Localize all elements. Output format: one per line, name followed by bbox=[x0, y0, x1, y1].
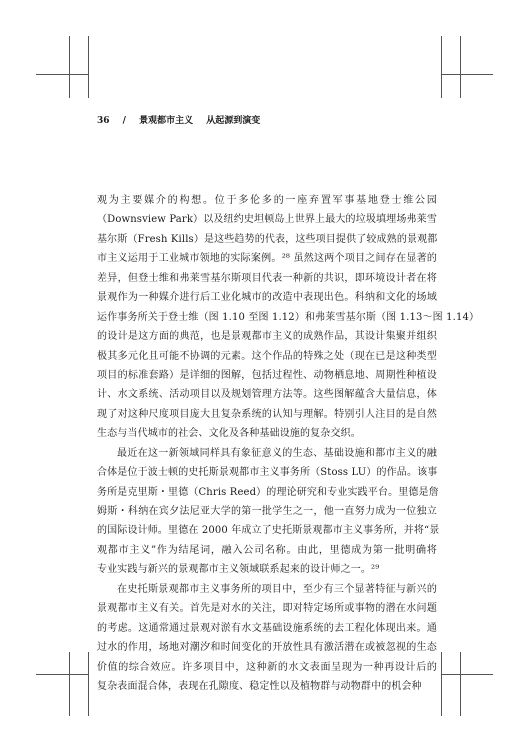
text-line: 过水的作用，场地对潮汐和时间变化的开放性具有激活潜在或被忽视的生态 bbox=[97, 642, 437, 654]
text-line: 运作事务所关于登士维（图 1.10 至图 1.12）和弗莱雪基尔斯（图 1.13～图 1.14） bbox=[97, 311, 480, 323]
crop-mark bbox=[441, 652, 442, 716]
text-line: 务所是克里斯・里德（Chris Reed）的理论研究和专业实践平台。里德是詹 bbox=[97, 486, 439, 498]
text-line: 景观作为一种媒介进行后工业化城市的改造中表现出色。科纳和文化的场域 bbox=[97, 292, 437, 304]
text-line: （Downsview Park）以及纽约史坦顿岛上世界上最大的垃圾填埋场弗莱雪 bbox=[97, 214, 437, 226]
paragraph bbox=[97, 444, 440, 580]
paragraph bbox=[97, 580, 437, 697]
text-line: 的考虑。这通常通过景观对淤有水文基础设施系统的去工程化体现出来。通 bbox=[97, 622, 437, 634]
running-header bbox=[97, 113, 427, 129]
crop-mark bbox=[441, 74, 493, 75]
crop-mark bbox=[88, 652, 89, 716]
text-line: 极其多元化且可能不协调的元素。这个作品的特殊之处（现在已是这种类型 bbox=[97, 350, 437, 362]
text-line: 最近在这一新领域同样具有象征意义的生态、基础设施和都市主义的融 bbox=[117, 447, 437, 459]
crop-mark bbox=[36, 74, 88, 75]
book-title: 景观都市主义 bbox=[139, 116, 194, 126]
text-line: 现了对这种尺度项目庞大且复杂系统的认知与理解。特别引人注目的是自然 bbox=[97, 408, 437, 420]
crop-mark bbox=[460, 652, 461, 716]
crop-mark bbox=[441, 36, 442, 98]
text-line: 价值的综合效应。许多项目中，这种新的水文表面呈现为一种再设计后的 bbox=[97, 661, 437, 673]
crop-mark bbox=[69, 652, 70, 716]
text-line: 复杂表面混合体，表现在孔隙度、稳定性以及植物群与动物群中的机会种 bbox=[97, 680, 422, 692]
text-line: 在史托斯景观都市主义事务所的项目中，至少有三个显著特征与新兴的 bbox=[117, 583, 437, 595]
crop-mark bbox=[460, 36, 461, 98]
paragraph bbox=[97, 191, 480, 444]
text-line: 差异，但登士维和弗莱雪基尔斯项目代表一种新的共识，即环境设计者在将 bbox=[97, 272, 437, 284]
text-line: 计、水文系统、活动项目以及规划管理方法等。这些图解蕴含大量信息，体 bbox=[97, 389, 437, 401]
book-subtitle: 从起源到演变 bbox=[206, 116, 261, 126]
text-line: 合体是位于波士顿的史托斯景观都市主义事务所（Stoss LU）的作品。该事 bbox=[97, 467, 438, 479]
text-line: 基尔斯（Fresh Kills）是这些趋势的代表，这些项目提供了较成熟的景观都 bbox=[97, 233, 438, 245]
page-number: 36 bbox=[97, 116, 110, 126]
text-line: 观都市主义”作为结尾词，融入公司名称。由此，里德成为第一批明确将 bbox=[97, 544, 437, 556]
text-line: 姆斯・科纳在宾夕法尼亚大学的第一批学生之一，他一直努力成为一位独立 bbox=[97, 506, 437, 517]
text-line: 景观都市主义有关。首先是对水的关注，即对特定场所或事物的潜在水问题 bbox=[97, 603, 437, 615]
crop-mark bbox=[88, 36, 89, 98]
text-line: 生态与当代城市的社会、文化及各种基础设施的复杂交织。 bbox=[97, 428, 361, 440]
crop-mark bbox=[441, 674, 493, 675]
text-line: 的设计是这方面的典范，也是景观都市主义的成熟作品，其设计集聚并组织 bbox=[97, 331, 437, 343]
text-line: 专业实践与新兴的景观都市主义领域联系起来的设计师之一。²⁹ bbox=[97, 564, 380, 576]
text-line: 市主义运用于工业城市领地的实际案例。²⁸ 虽然这两个项目之间存在显著的 bbox=[97, 253, 437, 265]
header-separator: / bbox=[122, 116, 126, 126]
crop-mark bbox=[69, 36, 70, 98]
body-text bbox=[97, 191, 480, 696]
crop-mark bbox=[36, 674, 88, 675]
text-line: 观为主要媒介的构想。位于多伦多的一座弃置军事基地登士维公园 bbox=[97, 195, 437, 206]
text-line: 项目的标准套路）是详细的图解，包括过程性、动物栖息地、周期性种植设 bbox=[97, 369, 437, 381]
text-line: 的国际设计师。里德在 2000 年成立了史托斯景观都市主义事务所，并将“景 bbox=[97, 525, 440, 537]
